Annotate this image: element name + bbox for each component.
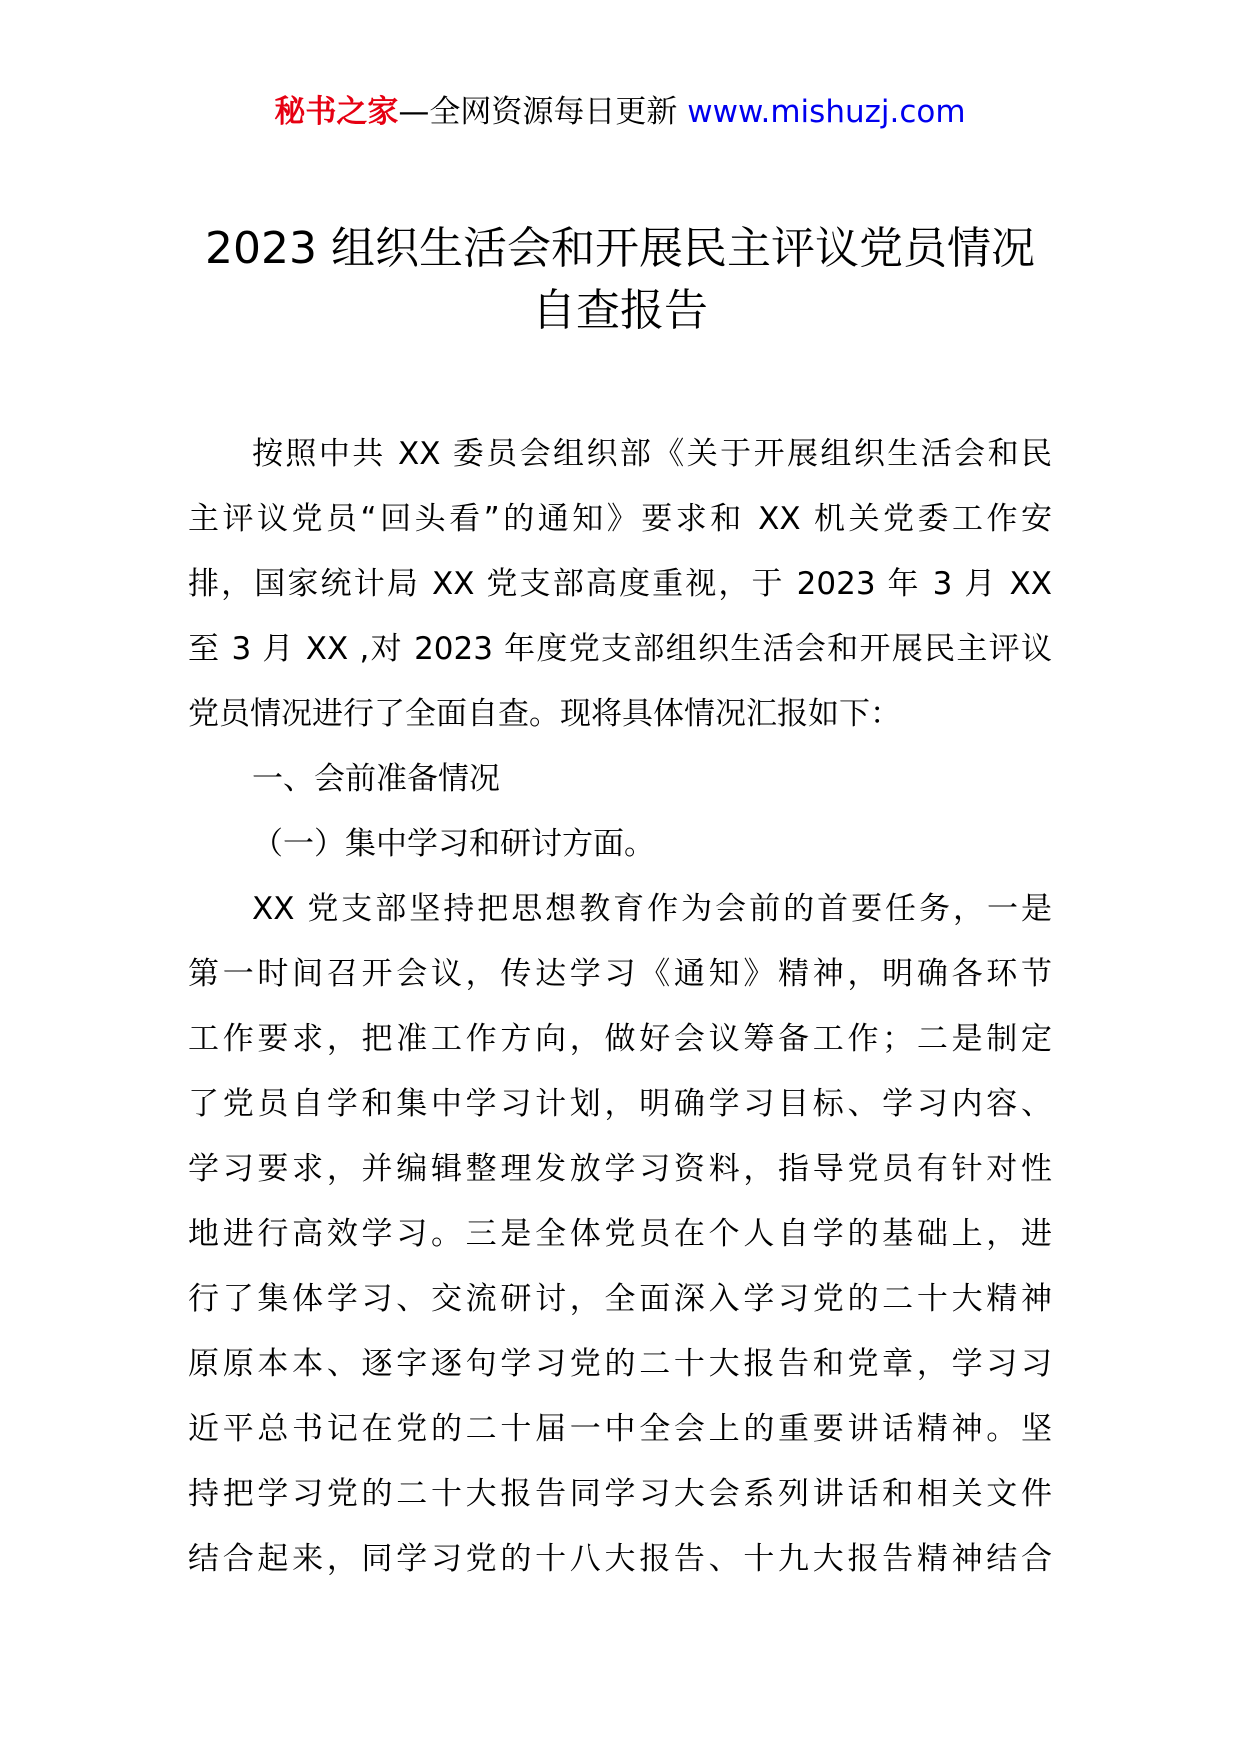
body-line: 地进行高效学习。三是全体党员在个人自学的基础上，进: [188, 1216, 1052, 1252]
body-line: 行了集体学习、交流研讨，全面深入学习党的二十大精神: [188, 1281, 1052, 1317]
body-line: 排，国家统计局 XX 党支部高度重视，于 2023 年 3 月 XX: [188, 566, 1052, 602]
body-line: 学习要求，并编辑整理发放学习资料，指导党员有针对性: [188, 1151, 1052, 1187]
document-title: [150, 218, 1090, 342]
body-line: 原原本本、逐字逐句学习党的二十大报告和党章，学习习: [188, 1346, 1052, 1382]
body-line: 持把学习党的二十大报告同学习大会系列讲话和相关文件: [188, 1476, 1052, 1512]
site-tagline: —全网资源每日更新: [398, 94, 688, 130]
subsection-heading: （一）集中学习和研讨方面。: [252, 826, 655, 862]
site-header: [0, 92, 1240, 132]
body-line: 第一时间召开会议，传达学习《通知》精神，明确各环节: [188, 956, 1052, 992]
site-url-link[interactable]: www.mishuzj.com: [687, 94, 966, 130]
body-line: 了党员自学和集中学习计划，明确学习目标、学习内容、: [188, 1086, 1052, 1122]
body-line: 结合起来，同学习党的十八大报告、十九大报告精神结合: [188, 1541, 1052, 1577]
body-line: XX 党支部坚持把思想教育作为会前的首要任务，一是: [252, 891, 1052, 927]
title-line: 2023 组织生活会和开展民主评议党员情况: [205, 223, 1035, 274]
body-line: 工作要求，把准工作方向，做好会议筹备工作；二是制定: [188, 1021, 1052, 1057]
body-line: 至 3 月 XX ,对 2023 年度党支部组织生活会和开展民主评议: [188, 631, 1052, 667]
section-heading: 一、会前准备情况: [252, 761, 500, 797]
site-brand: 秘书之家: [274, 94, 399, 130]
body-line: 主评议党员“回头看”的通知》要求和 XX 机关党委工作安: [188, 501, 1052, 537]
body-line: 党员情况进行了全面自查。现将具体情况汇报如下：: [188, 696, 901, 732]
body-line: 近平总书记在党的二十届一中全会上的重要讲话精神。坚: [188, 1411, 1052, 1447]
title-line: 自查报告: [532, 285, 708, 336]
body-line: 按照中共 XX 委员会组织部《关于开展组织生活会和民: [252, 436, 1052, 472]
document-body: [188, 422, 1052, 1592]
